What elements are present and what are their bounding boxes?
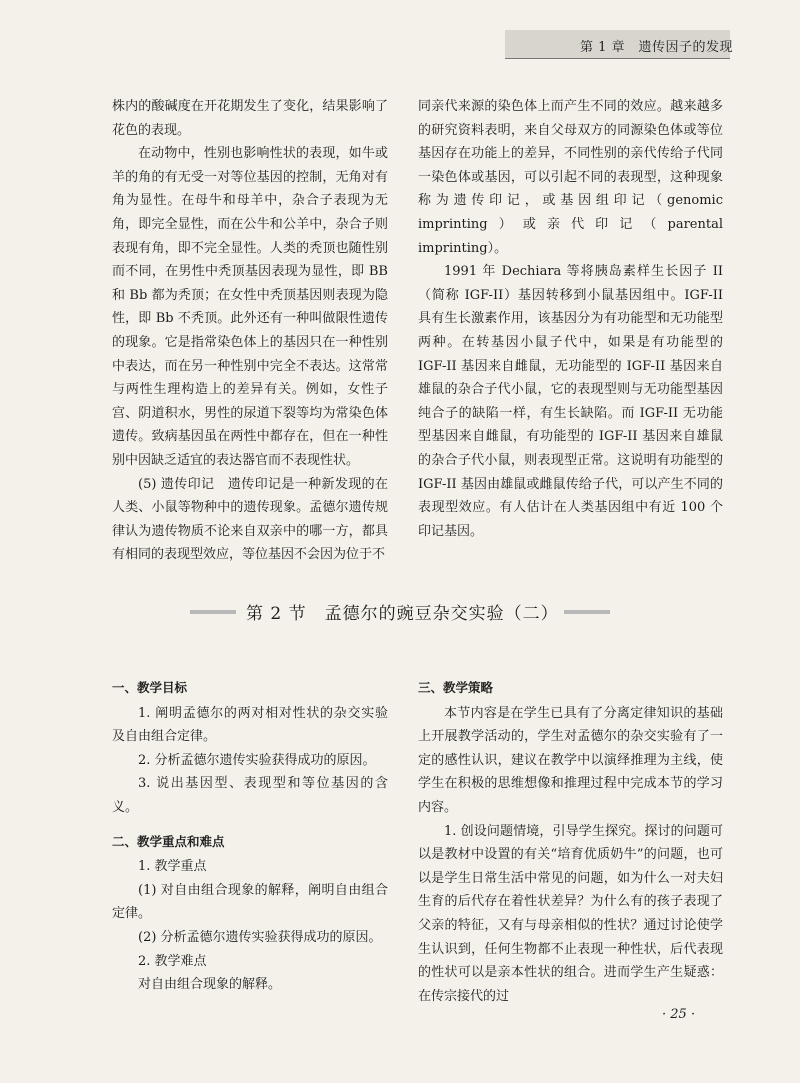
list-item: 1. 教学重点	[138, 859, 207, 875]
page-number: · 25 ·	[662, 1007, 696, 1022]
paragraph: 在动物中，性别也影响性状的表现，如牛或羊的角的有无受一对等位基因的控制，无角对有角为显性。在母牛和母羊中，杂合子表现为无角，即完全显性，而在公牛和公羊中，杂合子则表现有角，即不完全显性。人类的秃顶也随性别而不同，在男性中秃顶基因表现为显性，即 BB 和 Bb 都为秃顶；在女性中秃顶基因则表现为隐性，即 Bb 不秃顶。此外还有一种叫做限性遗传的现象。它是指常染色体上的基因只在一种性别中表达，而在另一种性别中完全不表达。这常常与两性生理构造上的差异有关。例如，女性子宫、阴道积水，男性的尿道下裂等均为常染色体遗传。致病基因虽在两性中都存在，但在一种性别中因缺乏适宜的表达器官而不表现性状。	[112, 146, 388, 468]
list-item: 3. 说出基因型、表现型和等位基因的含义。	[112, 776, 388, 815]
bottom-left-column	[112, 672, 388, 997]
list-item: 2. 分析孟德尔遗传实验获得成功的原因。	[138, 752, 376, 768]
running-header-rule	[505, 58, 730, 59]
paragraph: 1. 创设问题情境，引导学生探究。探讨的问题可以是教材中设置的有关“培育优质奶牛”的问题，也可以是学生日常生活中常见的问题，如为什么一对夫妇生育的后代存在着性状差异？为什么有的孩子表现了父亲的特征，又有与母亲相似的性状？通过讨论使学生认识到，任何生物都不止表现一种性状，后代表现的性状可以是亲本性状的组合。进而学生产生疑惑：在传宗接代的过	[418, 823, 723, 1004]
list-item: 2. 教学难点	[138, 953, 207, 969]
heading-teaching-strategy: 三、教学策略	[418, 680, 494, 695]
paragraph: 株内的酸碱度在开花期发生了变化，结果影响了花色的表现。	[112, 99, 388, 138]
section-title: 第 2 节 孟德尔的豌豆杂交实验（二）	[246, 604, 559, 624]
list-item: (2) 分析孟德尔遗传实验获得成功的原因。	[138, 929, 382, 945]
list-item: (1) 对自由组合现象的解释，阐明自由组合定律。	[112, 882, 388, 922]
paragraph: (5) 遗传印记 遗传印记是一种新发现的在人类、小鼠等物种中的遗传现象。孟德尔遗传规律认为遗传物质不论来自双亲中的哪一方，都具有相同的表现型效应，等位基因不会因为位于不	[112, 476, 388, 563]
paragraph: 同亲代来源的染色体上而产生不同的效应。越来越多的研究资料表明，来自父母双方的同源染色体或等位基因存在功能上的差异，不同性别的亲代传给子代同一染色体或基因，可以引起不同的表现型，这种现象称为遗传印记，或基因组印记（genomic imprinting）或亲代印记（parental imprinting）。	[418, 99, 723, 256]
heading-key-points: 二、教学重点和难点	[112, 833, 225, 849]
top-right-column	[418, 95, 723, 543]
paragraph: 本节内容是在学生已具有了分离定律知识的基础上开展教学活动的，学生对孟德尔的杂交实验有了一定的感性认识，建议在教学中以演绎推理为主线，使学生在积极的思维想像和推理过程中完成本节的学习内容。	[418, 705, 723, 815]
top-left-column	[112, 95, 388, 567]
list-item: 1. 阐明孟德尔的两对相对性状的杂交实验及自由组合定律。	[112, 705, 388, 745]
section-heading	[190, 596, 610, 626]
section-heading-left-bar	[190, 610, 236, 614]
heading-teaching-goals: 一、教学目标	[112, 680, 188, 695]
bottom-right-column	[418, 672, 723, 1008]
list-item: 对自由组合现象的解释。	[138, 977, 282, 993]
paragraph: 1991 年 Dechiara 等将胰岛素样生长因子 II（简称 IGF-II）基因转移到小鼠基因组中。IGF-II 具有生长激素作用，该基因分为有功能型和无功能型两种。在转基因小鼠子代中，如果是有功能型的 IGF-II 基因来自雌鼠，无功能型的 IGF-II 基因来自雄鼠的杂合子代小鼠，它的表现型则与无功能型基因纯合子的缺陷一样，有生长缺陷。而 IGF-II 无功能型基因来自雌鼠，有功能型的 IGF-II 基因来自雄鼠的杂合子代小鼠，则表现型正常。这说明有功能型的 IGF-II 基因由雄鼠或雌鼠传给子代，可以产生不同的表现型效应。有人估计在人类基因组中有近 100 个印记基因。	[418, 264, 723, 539]
section-heading-right-bar	[564, 610, 610, 614]
running-header-title: 第 1 章 遗传因子的发现	[580, 40, 734, 55]
